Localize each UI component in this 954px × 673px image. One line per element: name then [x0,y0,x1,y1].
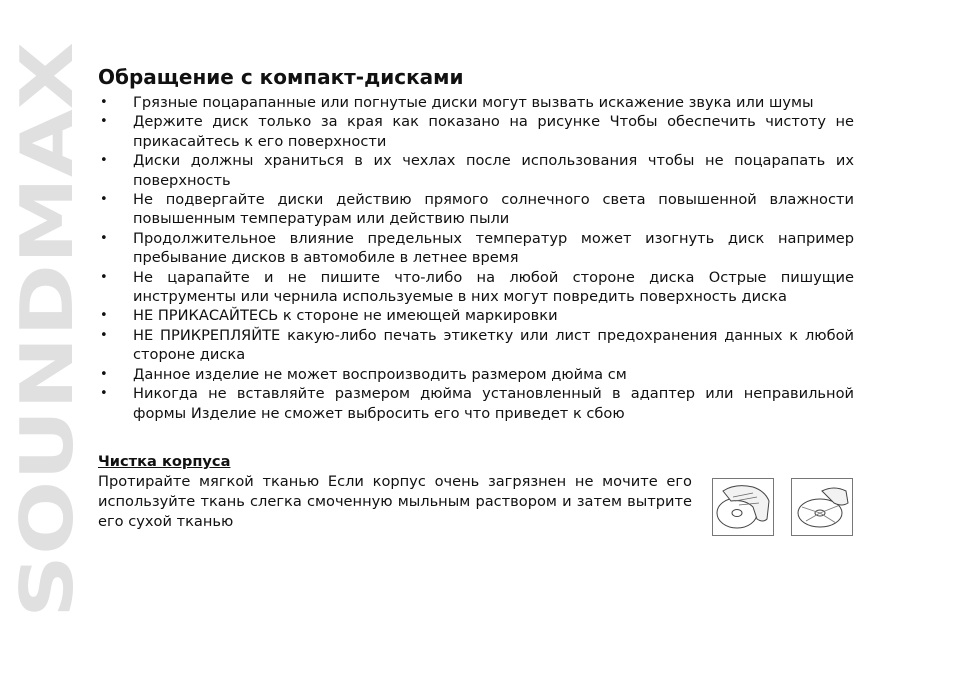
bullet-dot: • [100,230,108,246]
list-item-text: НЕ ПРИКРЕПЛЯЙТЕ какую-либо печать этикетку или лист предохранения данных к любой стороне диска [133,326,854,364]
list-item-text: Не подвергайте диски действию прямого солнечного света повышенной влажности повышенным температурам или действию пыли [133,191,854,228]
bullet-dot: • [100,327,108,343]
list-item-text: Данное изделие не может воспроизводить размером дюйма см [133,365,627,383]
list-item [98,190,854,229]
list-item [98,306,854,325]
list-item-text: Диски должны храниться в их чехлах после использования чтобы не поцарапать их поверхность [133,152,854,189]
list-item [98,229,854,268]
bullet-dot: • [100,269,108,285]
list-item-text: Никогда не вставляйте размером дюйма установленный в адаптер или неправильной формы Изделие не сможет выбросить его что приведет к сбою [133,385,854,422]
bullet-dot: • [100,386,108,402]
bullet-dot: • [100,153,108,169]
brand-logo-vertical [5,40,89,620]
bullet-dot: • [100,95,108,110]
bullet-dot: • [100,114,108,130]
list-item [98,326,854,365]
list-item-text: Не царапайте и не пишите что-либо на любой стороне диска Острые пишущие инструменты или чернила используемые в них могут повредить поверхность диска [133,268,854,306]
case-cleaning-block [98,472,854,533]
list-item [98,151,854,190]
list-item-text: Грязные поцарапанные или погнутые диски могут вызвать искажение звука или шумы [133,94,814,111]
bullet-dot: • [100,308,108,324]
list-item [98,365,854,384]
disc-wiping-illustration [791,478,853,536]
list-item-text: Продолжительное влияние предельных температур может изогнуть диск например пребывание дисков в автомобиле в летнее время [133,229,854,267]
bullet-dot: • [100,192,108,208]
list-item [98,112,854,151]
case-cleaning-text: Протирайте мягкой тканью Если корпус очень загрязнен не мочите его используйте ткань слегка смоченную мыльным раствором и затем вытрите его сухой тканью [98,472,692,531]
list-item-text: НЕ ПРИКАСАЙТЕСЬ к стороне не имеющей маркировки [133,307,558,325]
section-title-case-cleaning: Чистка корпуса [98,452,231,470]
section-title-disc-handling: Обращение с компакт-дисками [98,65,464,89]
bullet-dot: • [100,366,108,382]
brand-logo-text: SOUNDMAX [5,143,89,618]
disc-handling-list [98,93,854,423]
list-item-text: Держите диск только за края как показано на рисунке Чтобы обеспечить чистоту не прикасайтесь к его поверхности [133,113,854,150]
document-page [98,64,854,533]
list-item [98,93,854,112]
hand-holding-disc-illustration [712,478,774,536]
list-item [98,268,854,307]
list-item [98,384,854,423]
